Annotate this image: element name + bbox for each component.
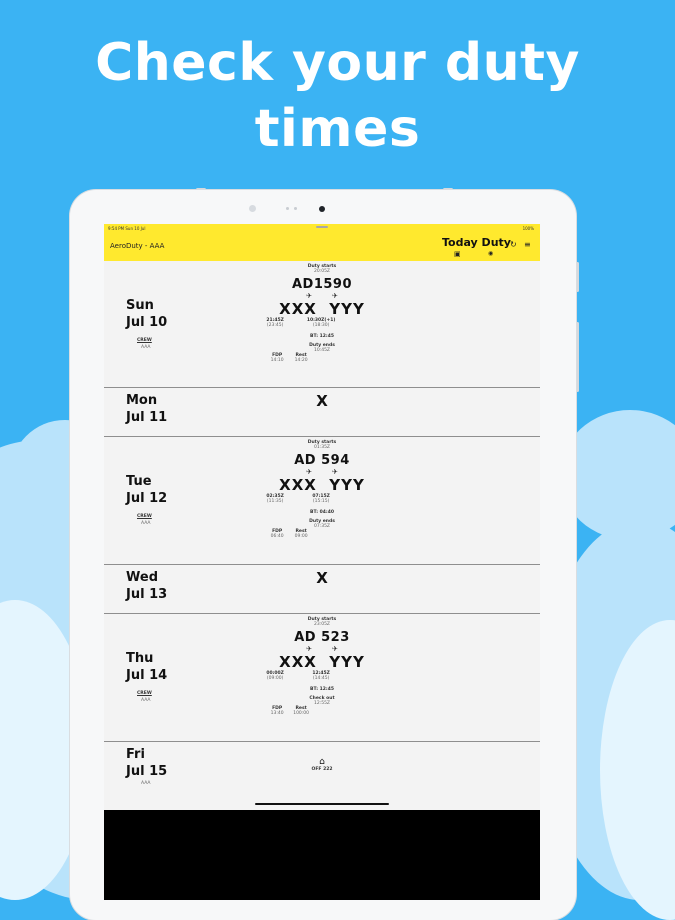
battery-status: 100% — [522, 226, 534, 231]
menu-icon[interactable]: ≡ — [524, 240, 531, 249]
duty-row-thu[interactable] — [104, 614, 540, 742]
crew-code: AAA — [141, 345, 151, 350]
app-bar — [104, 224, 540, 261]
camera-dot — [294, 207, 297, 210]
today-duty-button[interactable]: Today Duty — [442, 236, 511, 249]
app-screen — [104, 224, 540, 900]
takeoff-landing-icon: ✈ ✈ — [306, 468, 338, 476]
home-indicator[interactable] — [255, 803, 389, 805]
day-off-mark: X — [316, 392, 328, 410]
day-label: Thu Jul 14 — [126, 651, 168, 683]
duty-details: Duty starts 23:05Z AD 523 ✈ ✈ XXX YYY 00:00Z (09:00) 12:45Z (14:45) BT: 12:45 Check out 12:55Z FDP 13:40 Rest 100:00 — [266, 617, 365, 716]
route: XXX YYY — [279, 653, 365, 671]
promo-headline — [0, 30, 675, 162]
day-label: Sun Jul 10 — [126, 298, 168, 330]
duty-row-sun[interactable] — [104, 261, 540, 388]
day-label: Tue Jul 12 — [126, 474, 168, 506]
day-label: Mon Jul 11 — [126, 393, 168, 425]
url-handle — [316, 226, 328, 228]
headline-line-1: Check your duty — [95, 33, 580, 93]
home-icon: ⌂ — [319, 757, 325, 767]
duty-row-mon[interactable] — [104, 388, 540, 437]
off-label: OFF 222 — [311, 767, 333, 772]
flight-number: AD 594 — [294, 453, 350, 468]
eye-icon[interactable]: ◉ — [488, 250, 494, 257]
tablet-side-button — [576, 262, 579, 292]
camera-lens-icon — [319, 206, 325, 212]
crew-link[interactable]: CREW — [137, 514, 152, 519]
camera-dot — [286, 207, 289, 210]
crew-link[interactable]: CREW — [137, 338, 152, 343]
day-label: Wed Jul 13 — [126, 570, 168, 602]
day-off-mark: X — [316, 569, 328, 587]
calendar-icon[interactable]: ▣ — [454, 250, 461, 258]
flight-number: AD 523 — [294, 630, 350, 645]
route: XXX YYY — [279, 300, 365, 318]
takeoff-landing-icon: ✈ ✈ — [306, 645, 338, 653]
duty-row-fri[interactable] — [104, 742, 540, 810]
crew-code: AAA — [141, 521, 151, 526]
takeoff-landing-icon: ✈ ✈ — [306, 292, 338, 300]
off-details — [312, 758, 333, 772]
duty-row-tue[interactable] — [104, 437, 540, 565]
day-label: Fri Jul 15 — [126, 747, 168, 779]
duty-row-wed[interactable] — [104, 565, 540, 614]
cloud-shape — [560, 410, 675, 540]
refresh-icon[interactable]: ↻ — [510, 240, 517, 249]
status-time: 9:54 PM Sun 10 Jul — [108, 226, 146, 231]
tablet-side-button — [576, 322, 579, 392]
crew-link[interactable]: CREW — [137, 691, 152, 696]
crew-code: AAA — [141, 698, 151, 703]
flight-number: AD1590 — [291, 277, 353, 292]
camera-icon — [249, 205, 256, 212]
screen-black-area — [104, 810, 540, 900]
duty-details: Duty starts 20:05Z AD1590 ✈ ✈ XXX YYY 21:45Z (23:45) 10:30Z(+1) (18:30) BT: 12:45 Duty ends 10:45Z FDP 14:10 Rest 14:20 — [266, 264, 365, 363]
app-title: AeroDuty - AAA — [110, 242, 165, 250]
duty-details: Duty starts 01:35Z AD 594 ✈ ✈ XXX YYY 02:35Z (11:35) 07:15Z (15:15) BT: 04:40 Duty ends 07:35Z FDP 06:40 Rest 09:00 — [266, 440, 365, 539]
crew-code: AAA — [141, 781, 151, 786]
route: XXX YYY — [279, 476, 365, 494]
headline-line-2: times — [254, 99, 421, 159]
